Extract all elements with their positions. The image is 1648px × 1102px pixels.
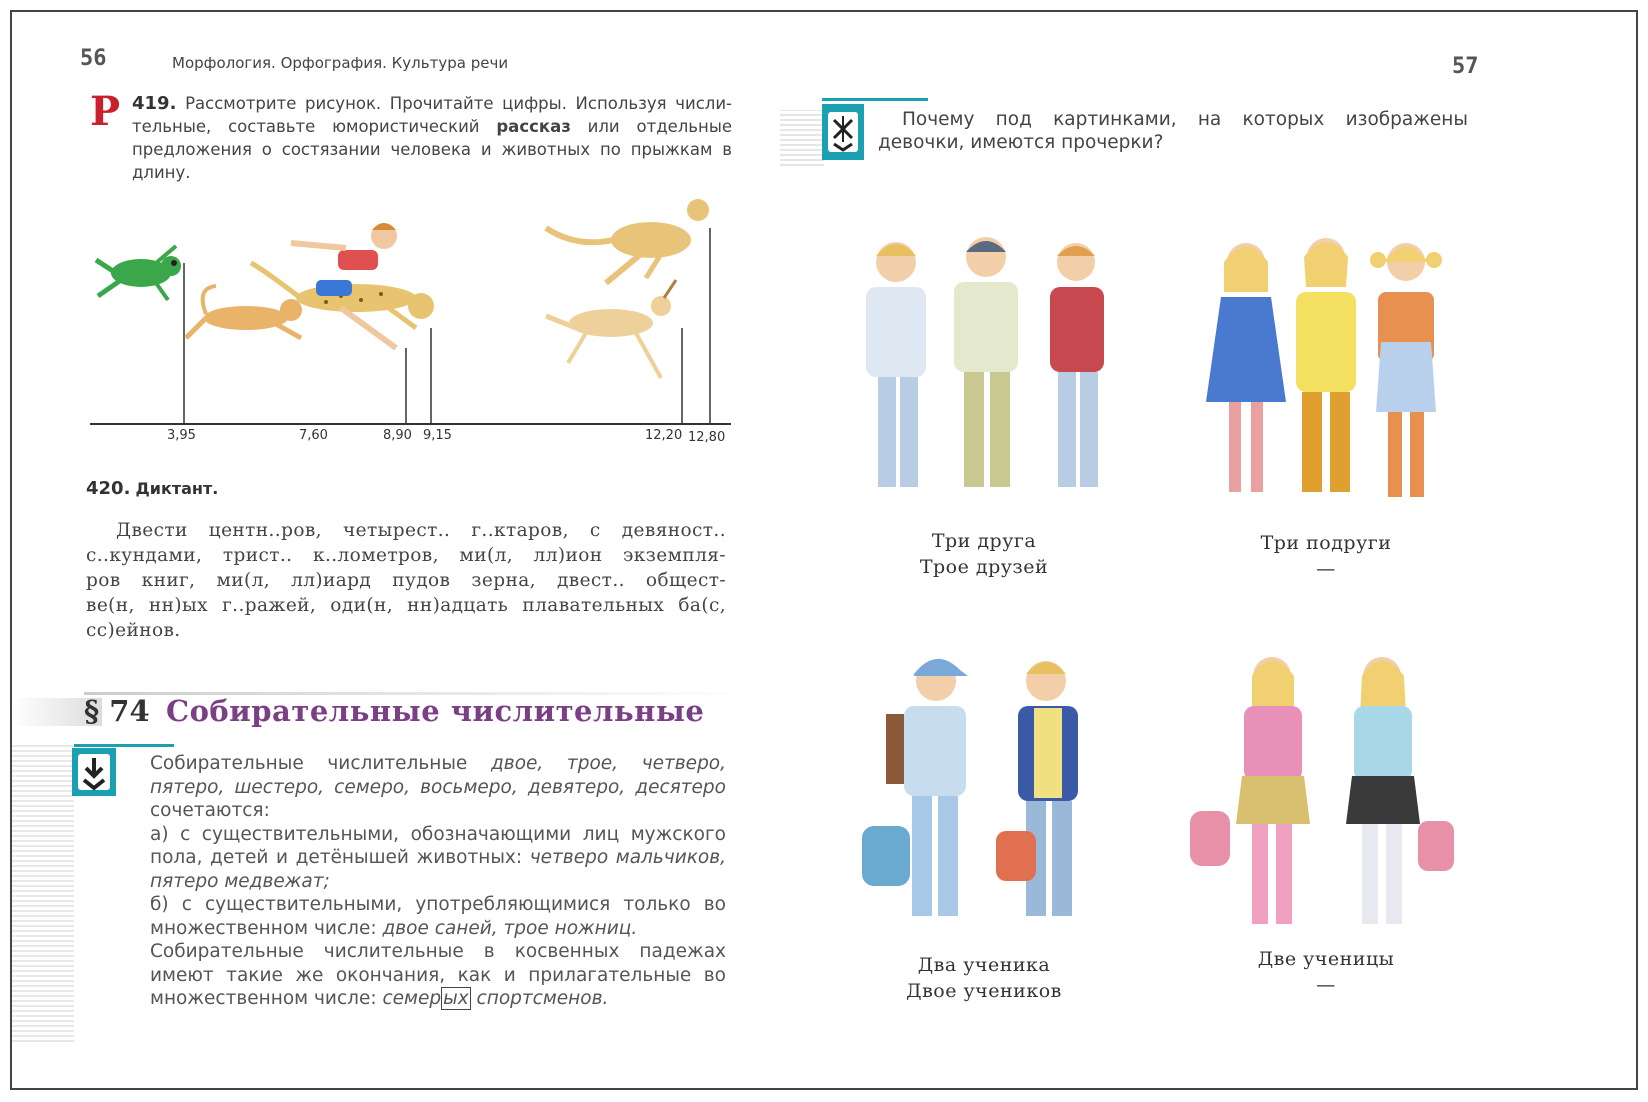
rule-accent-line [74, 744, 174, 747]
rule-paragraph-1 [126, 752, 726, 823]
caption-line: Три друга [931, 530, 1037, 552]
long-jump-figure [86, 188, 736, 453]
caption-line: Трое друзей [919, 556, 1049, 578]
rule-point-b [126, 893, 726, 940]
boy-figure-icon [866, 242, 926, 487]
rule-text [126, 752, 726, 1011]
exercise-419 [132, 92, 732, 184]
caption-three-girls [1226, 530, 1426, 582]
rule-margin-pattern [12, 742, 74, 1042]
distance-label: 7,60 [299, 428, 328, 443]
question-text: Почему под картинками, на которых изображены девочки, имеются прочерки? [878, 109, 1468, 153]
question-accent-line [822, 98, 928, 101]
caption-line: — [1316, 558, 1336, 580]
running-header: Морфология. Орфография. Культура речи [172, 54, 509, 72]
rule-text-span: Собирательные числительные [150, 753, 468, 774]
rule-text-span: а) с существительными, обозначающими лиц мужского пола, детей и детёнышей животных: [150, 823, 726, 868]
rule-examples: четверо мальчиков, пятеро медвежат; [150, 847, 726, 892]
exercise-text: Рассмотрите рисунок. Прочитайте цифры. Используя числи-тельные, составьте юмористический [132, 94, 733, 136]
section-title: Собирательные числительные [166, 694, 705, 728]
distance-label: 12,80 [688, 430, 726, 445]
exercise-number: 420. [86, 478, 131, 499]
backpack-icon [1190, 811, 1230, 866]
exercise-number: 419. [132, 93, 177, 114]
kangaroo-icon [546, 199, 709, 283]
caption-line: Две ученицы [1257, 948, 1395, 970]
speech-marker-icon: Р [90, 88, 121, 135]
dictation-line: ров книг, ми(л, лл)иард пудов зерна, двест.. общест- [86, 570, 726, 591]
rule-download-icon [72, 748, 116, 796]
rule-examples: двое, трое, четверо, пятеро, шестеро, семеро, восьмеро, девятеро, десятеро [150, 753, 727, 798]
rule-text-span: Собирательные числительные в косвенных падежах имеют такие же окончания, как и прилагательные во множественном числе: [150, 941, 726, 1009]
dog-icon [186, 286, 302, 338]
right-page-number: 57 [1452, 54, 1479, 79]
caption-line: Три подруги [1260, 532, 1392, 554]
rule-example-stem: семер [382, 988, 442, 1009]
frog-icon [96, 246, 181, 300]
dictation-text [86, 518, 726, 643]
two-schoolboys-picture [856, 646, 1116, 936]
two-schoolgirls-picture [1182, 646, 1462, 936]
exercise-keyword: рассказ [496, 117, 571, 136]
caption-line: Два ученика [917, 954, 1051, 976]
distance-label: 12,20 [645, 428, 683, 443]
girl-figure-icon [1370, 243, 1442, 497]
left-page-number: 56 [80, 46, 107, 71]
rule-text-span: б) с существительными, употребляющимися только во множественном числе: [150, 894, 726, 939]
girl-figure-icon [1206, 243, 1286, 492]
exercise-text-end: или отдельные предложения о состязании человека и животных по прыжкам в длину. [132, 117, 732, 182]
question-icon [822, 104, 864, 160]
rule-examples: спортсменов. [476, 988, 609, 1009]
exercise-title: Диктант. [135, 479, 219, 498]
caption-line: Двое учеников [906, 980, 1062, 1002]
caption-three-boys [884, 528, 1084, 580]
backpack-icon [996, 831, 1036, 881]
caption-two-schoolgirls [1226, 946, 1426, 998]
three-girls-picture [1196, 232, 1460, 522]
caption-two-schoolboys [884, 952, 1084, 1004]
boy-figure-icon [1050, 243, 1104, 487]
antelope-icon [546, 280, 676, 378]
caption-line: — [1316, 974, 1336, 996]
rule-point-a [126, 823, 726, 894]
section-symbol: § 74 [84, 694, 150, 728]
backpack-icon [862, 826, 910, 886]
schoolboy-figure-icon [862, 659, 968, 916]
backpack-icon [1418, 821, 1454, 871]
rule-example-ending: ых [443, 988, 469, 1009]
three-boys-picture [836, 232, 1136, 512]
dictation-line: с..кундами, трист.. к..лометров, ми(л, лл)ион экземпля- [86, 545, 726, 566]
distance-label: 8,90 [383, 428, 412, 443]
schoolgirl-figure-icon [1190, 657, 1310, 924]
rule-examples: двое саней, трое ножниц. [382, 917, 638, 939]
rule-paragraph-2 [126, 940, 726, 1011]
rule-text-span: сочетаются: [150, 800, 270, 821]
distance-label: 9,15 [423, 428, 452, 443]
dictation-line: Двести центн..ров, четырест.. г..ктаров, с девяност.. [116, 520, 726, 541]
boy-figure-icon [954, 237, 1018, 487]
schoolboy-figure-icon [996, 661, 1078, 916]
dictation-line: сс)ейнов. [86, 620, 181, 641]
question-margin-pattern [780, 110, 824, 166]
distance-label: 3,95 [167, 428, 196, 443]
dictation-line: ве(н, нн)ых г..ражей, оди(н, нн)адцать плавательных ба(с, [86, 595, 726, 616]
schoolgirl-figure-icon [1346, 657, 1454, 924]
exercise-420-heading [86, 478, 218, 499]
girl-figure-icon [1296, 238, 1356, 492]
